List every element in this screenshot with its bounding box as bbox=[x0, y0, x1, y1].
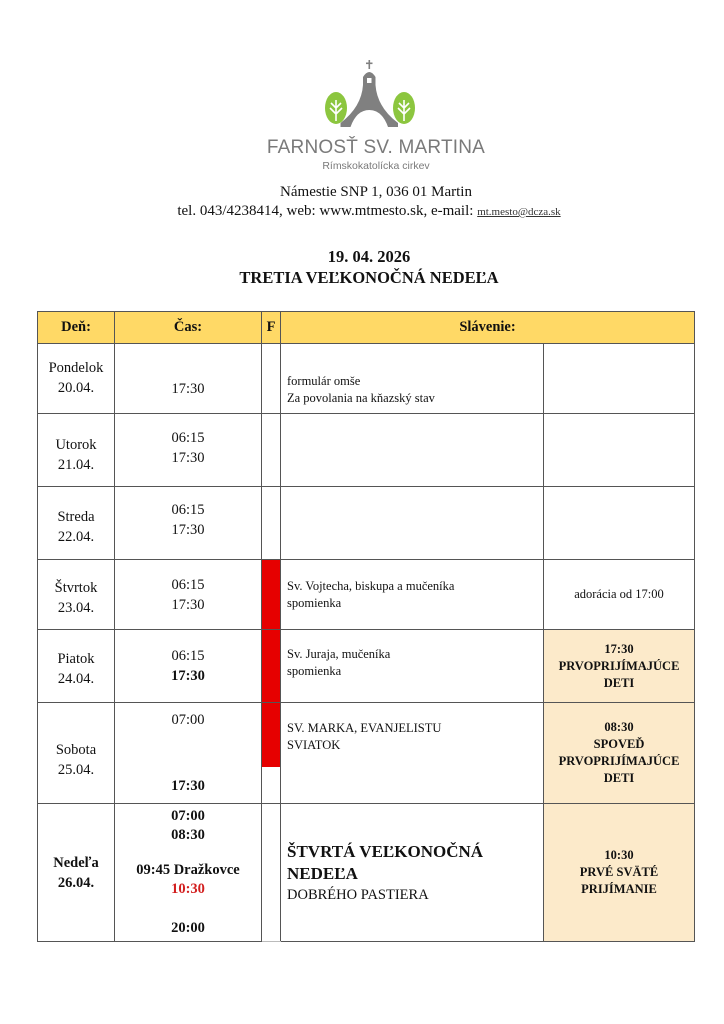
note-line: DETI bbox=[603, 771, 635, 785]
note-cell bbox=[544, 487, 695, 560]
celebration-cell bbox=[281, 414, 544, 487]
note-cell bbox=[544, 560, 695, 630]
note-line: adorácia od 17:00 bbox=[574, 587, 664, 601]
day-name: Nedeľa bbox=[53, 854, 99, 871]
time: 08:30 bbox=[171, 827, 205, 843]
time: 20:00 bbox=[171, 920, 205, 936]
bulletin-date: 19. 04. 2026 bbox=[327, 247, 411, 266]
day-date: 22.04. bbox=[57, 529, 95, 545]
time-cell bbox=[115, 414, 262, 487]
time: 06:15 bbox=[171, 430, 205, 446]
celebration-cell bbox=[281, 344, 544, 414]
day-cell bbox=[38, 560, 115, 630]
column-header-day: Deň: bbox=[38, 312, 115, 344]
schedule-table bbox=[37, 311, 695, 942]
church-with-trees-icon bbox=[320, 55, 420, 135]
feast-marker-cell bbox=[262, 804, 281, 942]
day-name: Streda bbox=[57, 509, 95, 525]
note-line: 17:30 bbox=[604, 641, 634, 656]
table-row bbox=[38, 487, 695, 560]
time: 06:15 bbox=[171, 502, 205, 518]
address: Námestie SNP 1, 036 01 Martin bbox=[280, 184, 472, 200]
feast-marker-cell bbox=[262, 344, 281, 414]
day-cell bbox=[38, 344, 115, 414]
note-cell bbox=[544, 804, 695, 942]
time-highlighted: 10:30 bbox=[171, 881, 205, 897]
table-row bbox=[38, 414, 695, 487]
day-date: 21.04. bbox=[57, 457, 95, 473]
celebration-line: Sv. Vojtecha, biskupa a mučeníka bbox=[287, 578, 455, 593]
day-name: Štvrtok bbox=[54, 579, 98, 596]
celebration-line: Sv. Juraja, mučeníka bbox=[287, 647, 391, 661]
day-name: Piatok bbox=[57, 651, 95, 667]
day-cell bbox=[38, 703, 115, 804]
email-link[interactable]: mt.mesto@dcza.sk bbox=[477, 206, 561, 218]
day-date: 20.04. bbox=[57, 380, 95, 396]
celebration-cell bbox=[281, 630, 544, 703]
celebration-title: NEDEĽA bbox=[287, 863, 358, 883]
day-cell bbox=[38, 487, 115, 560]
note-line: PRVÉ SVÄTÉ bbox=[579, 865, 659, 879]
celebration-title: ŠTVRTÁ VEĽKONOČNÁ bbox=[287, 841, 484, 861]
time-cell bbox=[115, 344, 262, 414]
table-row bbox=[38, 344, 695, 414]
celebration-line: spomienka bbox=[287, 595, 342, 610]
time: 17:30 bbox=[171, 380, 205, 397]
celebration-cell bbox=[281, 487, 544, 560]
time: 17:30 bbox=[171, 596, 205, 613]
day-name: Pondelok bbox=[48, 360, 104, 376]
celebration-cell bbox=[281, 804, 544, 942]
time: 17:30 bbox=[171, 522, 205, 538]
time: 07:00 bbox=[171, 808, 205, 824]
table-row bbox=[38, 703, 695, 804]
note-line: 10:30 bbox=[604, 848, 634, 862]
celebration-subtitle: DOBRÉHO PASTIERA bbox=[287, 886, 429, 903]
celebration-line: Za povolania na kňazský stav bbox=[287, 390, 435, 405]
time: 06:15 bbox=[171, 648, 205, 664]
celebration-line: SVIATOK bbox=[287, 738, 341, 752]
time: 17:30 bbox=[171, 668, 205, 684]
time: 06:15 bbox=[171, 576, 205, 593]
celebration-cell bbox=[281, 703, 544, 804]
note-cell bbox=[544, 630, 695, 703]
day-name: Utorok bbox=[55, 437, 97, 453]
time: 17:30 bbox=[171, 778, 205, 794]
contact-text: tel. 043/4238414, web: www.mtmesto.sk, e-mail: bbox=[177, 203, 478, 219]
time-cell bbox=[115, 560, 262, 630]
feast-marker-cell bbox=[262, 630, 281, 703]
note-line: 08:30 bbox=[604, 720, 634, 734]
day-date: 24.04. bbox=[57, 671, 95, 687]
table-row bbox=[38, 560, 695, 630]
time: 07:00 bbox=[171, 712, 205, 728]
feast-marker-cell bbox=[262, 560, 281, 630]
note-cell bbox=[544, 414, 695, 487]
note-cell bbox=[544, 344, 695, 414]
note-line: DETI bbox=[603, 675, 635, 690]
day-date: 23.04. bbox=[57, 599, 95, 616]
feast-marker-cell bbox=[262, 703, 281, 804]
feast-marker bbox=[262, 703, 280, 767]
time: 17:30 bbox=[171, 450, 205, 466]
time: 09:45 Dražkovce bbox=[136, 862, 240, 878]
note-line: SPOVEĎ bbox=[593, 737, 645, 751]
parish-name: FARNOSŤ SV. MARTINA bbox=[266, 137, 486, 158]
table-header-row bbox=[38, 312, 695, 344]
celebration-line: SV. MARKA, EVANJELISTU bbox=[287, 721, 442, 735]
day-cell bbox=[38, 630, 115, 703]
celebration-line: formulár omše bbox=[287, 373, 361, 388]
celebration-line: spomienka bbox=[287, 664, 342, 678]
time-cell bbox=[115, 487, 262, 560]
feast-marker-cell bbox=[262, 414, 281, 487]
time-cell bbox=[115, 804, 262, 942]
column-header-time: Čas: bbox=[115, 312, 262, 344]
day-cell bbox=[38, 414, 115, 487]
table-row bbox=[38, 630, 695, 703]
column-header-celebration: Slávenie: bbox=[281, 312, 695, 344]
feast-marker-cell bbox=[262, 487, 281, 560]
table-row bbox=[38, 804, 695, 942]
time-cell bbox=[115, 630, 262, 703]
time-cell bbox=[115, 703, 262, 804]
note-line: PRVOPRIJÍMAJÚCE bbox=[558, 658, 680, 673]
celebration-cell bbox=[281, 560, 544, 630]
contact-line bbox=[0, 203, 724, 220]
day-date: 25.04. bbox=[57, 762, 95, 778]
parish-subtitle: Rímskokatolícka cirkev bbox=[322, 160, 430, 172]
day-name: Sobota bbox=[55, 742, 97, 758]
note-line: PRIJÍMANIE bbox=[581, 882, 657, 896]
note-line: PRVOPRIJÍMAJÚCE bbox=[558, 754, 680, 768]
day-cell bbox=[38, 804, 115, 942]
column-header-f: F bbox=[262, 312, 281, 344]
note-cell bbox=[544, 703, 695, 804]
day-date: 26.04. bbox=[57, 874, 95, 891]
sunday-title: TRETIA VEĽKONOČNÁ NEDEĽA bbox=[239, 268, 499, 287]
